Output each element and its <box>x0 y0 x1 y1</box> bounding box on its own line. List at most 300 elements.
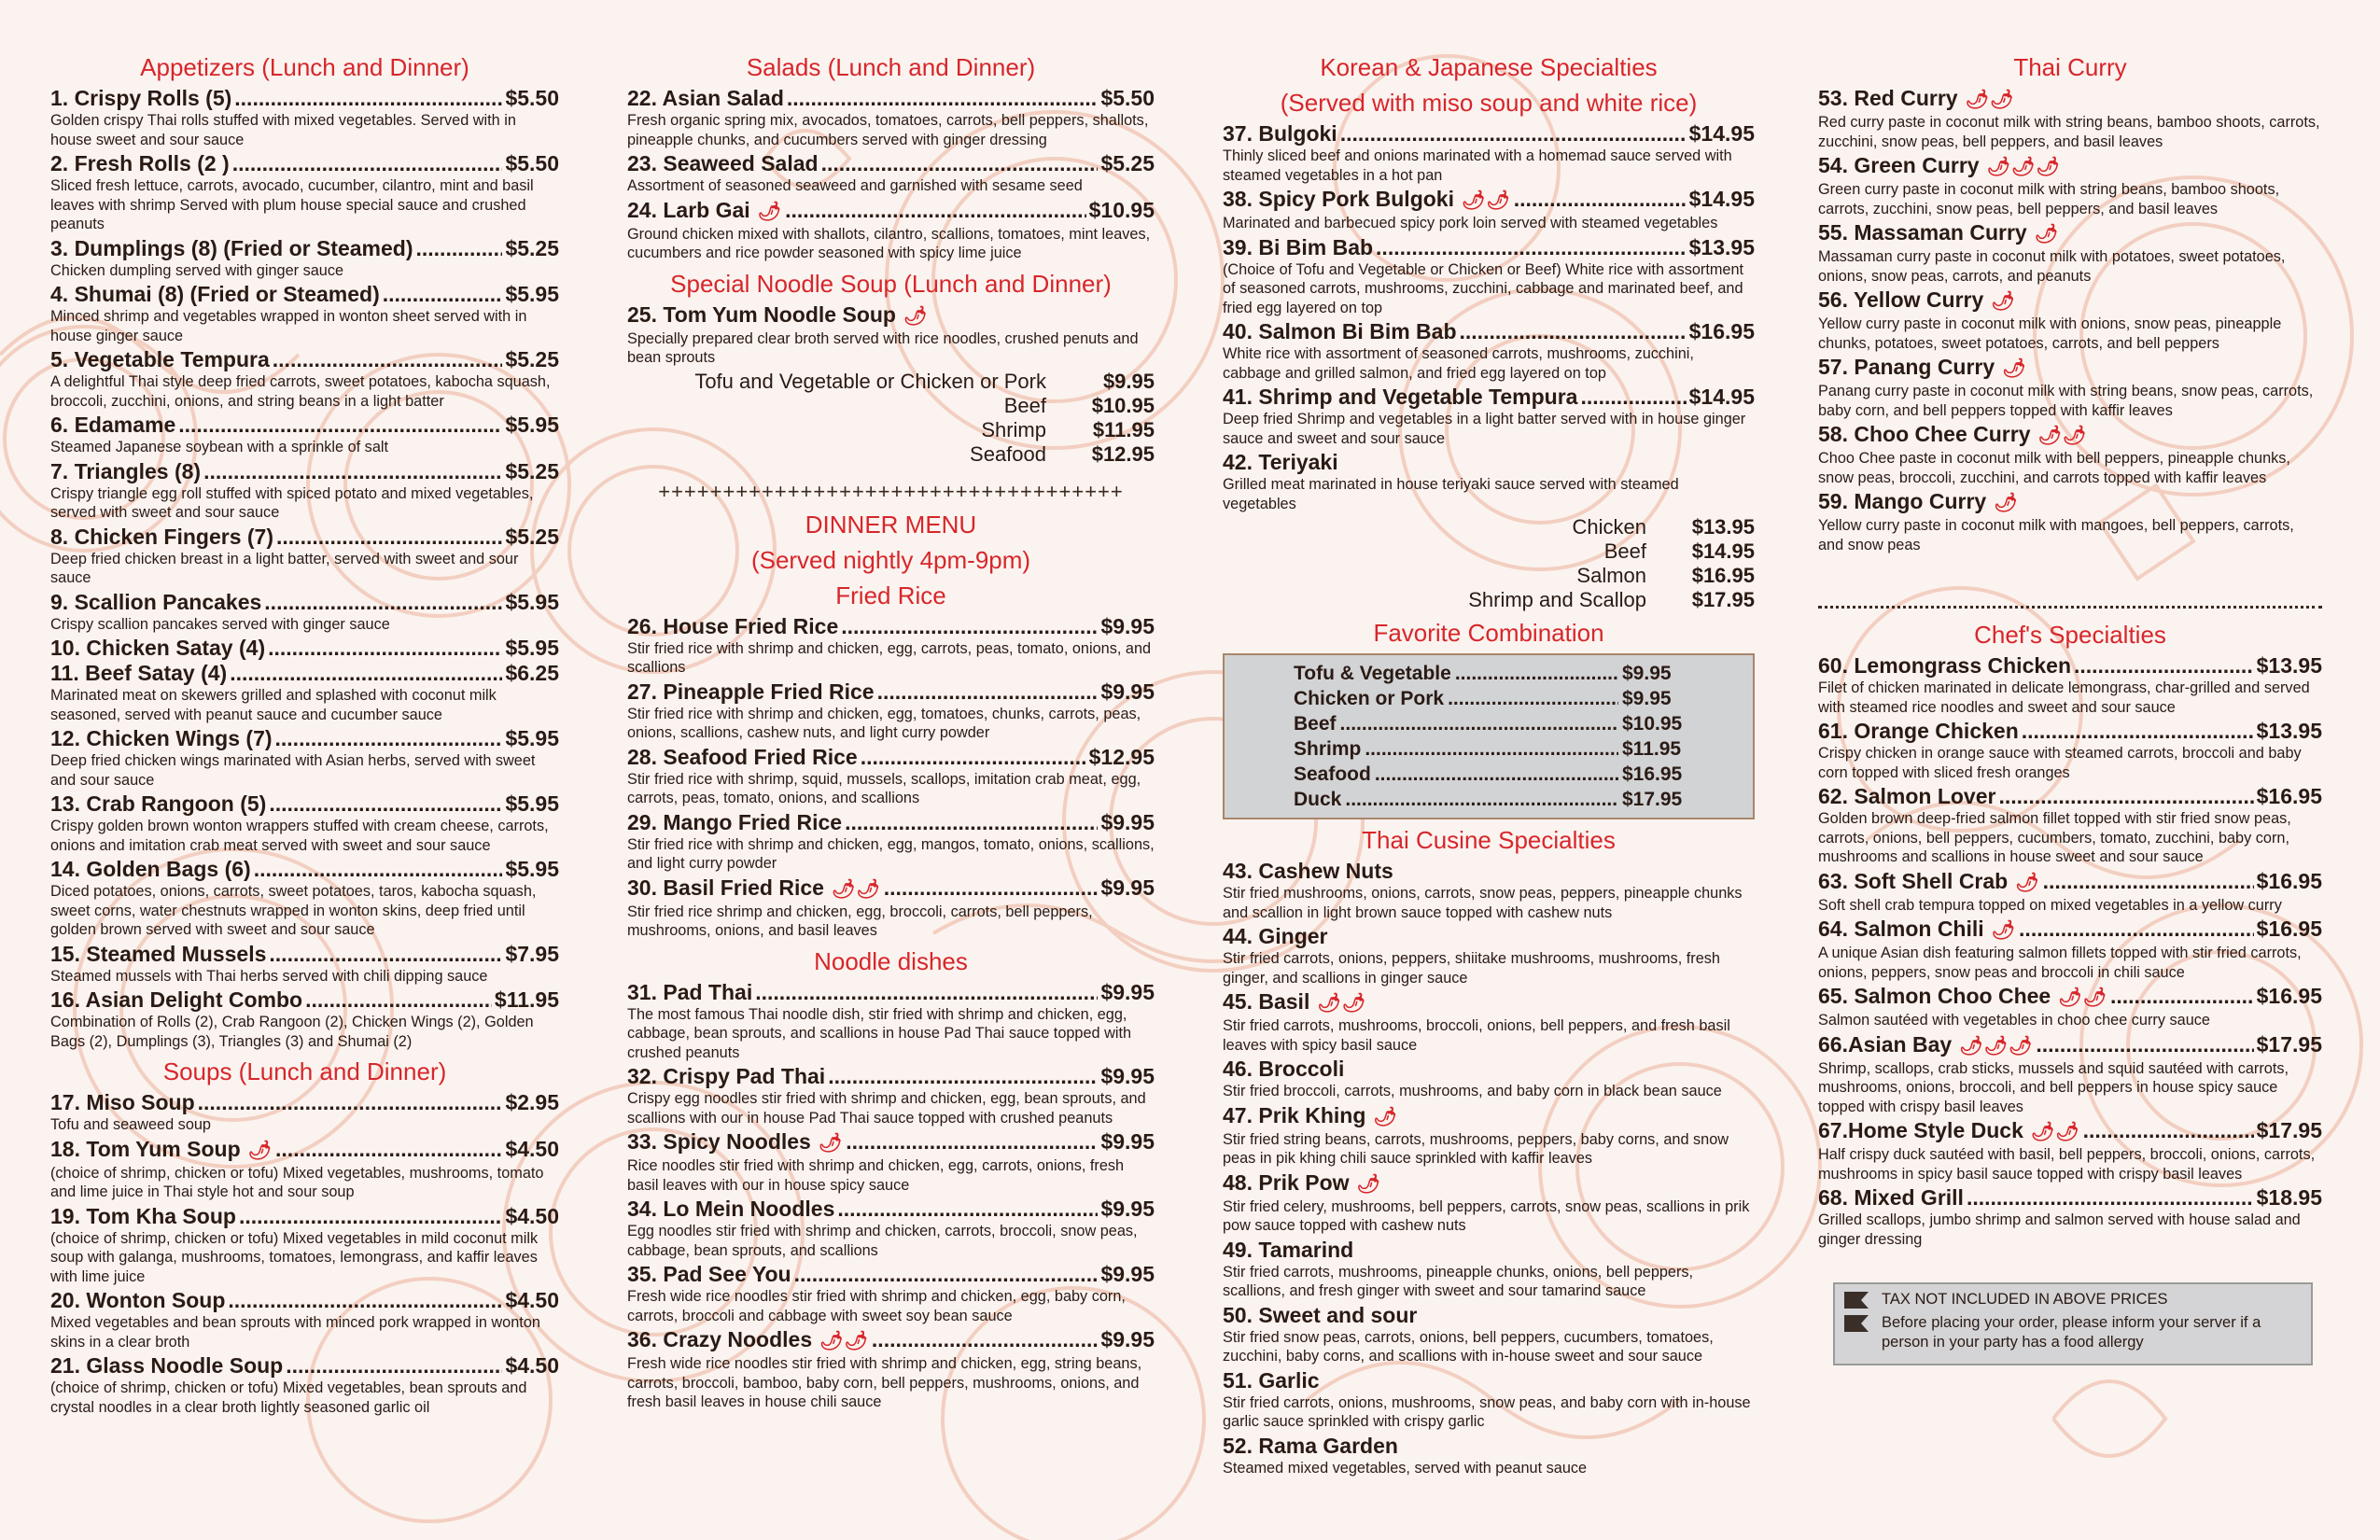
item-price: $16.95 <box>2256 868 2322 893</box>
dot-leader <box>2110 984 2254 1009</box>
chili-spice-icon: 🌶 <box>1994 493 2019 513</box>
item-description: Choo Chee paste in coconut milk with bell peppers, pineapple chunks, snow peas, broccoli, zucchini, and carrots topped with kaffir leaves <box>1818 450 2290 486</box>
menu-item <box>627 679 1155 743</box>
item-description: (Choice of Tofu and Vegetable or Chicken or Beef) White rice with assortment of seasoned carrots, mushrooms, zucchini, cabbage and marinated beef, and fried egg layered on top <box>1223 260 1744 316</box>
item-name: 1. Crispy Rolls (5) <box>50 86 232 110</box>
item-name: 40. Salmon Bi Bim Bab <box>1223 319 1457 343</box>
menu-item <box>50 413 559 457</box>
item-name: 7. Triangles (8) <box>50 458 202 483</box>
price-option-row <box>1223 564 1755 588</box>
section-heading: Noodle dishes <box>814 946 968 975</box>
dot-leader <box>203 459 502 484</box>
item-description: White rice with assortment of seasoned carrots, mushrooms, zucchini, cabbage and grilled salmon, and fried egg layered on top <box>1223 345 1694 382</box>
menu-item <box>1818 869 2322 916</box>
dot-leader <box>2074 653 2254 679</box>
item-name: 33. Spicy Noodles <box>627 1129 811 1154</box>
menu-item-header <box>50 151 559 176</box>
item-description: Crispy golden brown wonton wrappers stuffed with cream cheese, carrots, onions and imitation crab meat served with sweet and sour sauce <box>50 818 549 854</box>
dot-leader <box>837 1197 1098 1222</box>
dot-leader <box>1580 385 1686 410</box>
chili-spice-icon: 🌶🌶 <box>831 878 881 900</box>
item-description: Fresh organic spring mix, avocados, tomatoes, carrots, bell peppers, shallots, pineapple chunks, and cucumbers served with ginger dressing <box>627 112 1149 148</box>
menu-item <box>627 86 1155 149</box>
dot-leader <box>275 726 503 751</box>
dot-leader <box>755 980 1098 1005</box>
dot-leader <box>846 1129 1098 1155</box>
menu-item <box>50 236 559 281</box>
item-description: Stir fried carrots, onions, peppers, shiitake mushrooms, mushrooms, fresh ginger, and scallions in ginger sauce <box>1223 950 1720 987</box>
chili-spice-icon: 🌶 <box>757 201 783 222</box>
item-description: Specially prepared clear broth served with rice noodles, crushed penuts and bean sprouts <box>627 329 1139 366</box>
item-description: Minced shrimp and vegetables wrapped in wonton sheet served with in house ginger sauce <box>50 308 527 344</box>
combo-label: Chicken or Pork <box>1294 688 1445 709</box>
menu-item-header <box>627 1327 1155 1354</box>
dot-leader <box>787 86 1099 111</box>
section-heading: Chef's Specialties <box>1974 621 2166 649</box>
item-description: Mixed vegetables and bean sprouts with minced pork wrapped in wonton skins in a clear broth <box>50 1314 540 1351</box>
menu-item <box>1223 1170 1755 1236</box>
price-option-row <box>1223 515 1755 539</box>
item-price: $13.95 <box>2256 719 2322 743</box>
item-name: 3. Dumplings (8) (Fried or Steamed) <box>50 235 413 260</box>
section-heading: Fried Rice <box>835 581 946 609</box>
item-name: 32. Crispy Pad Thai <box>627 1064 826 1088</box>
menu-column-4 <box>1818 47 2322 1365</box>
combo-price: $11.95 <box>1622 738 1682 760</box>
menu-item-header <box>1818 1118 2322 1145</box>
dot-leader <box>234 86 502 111</box>
chili-spice-icon: 🌶🌶🌶 <box>1959 1035 2034 1057</box>
menu-item-header <box>627 679 1155 705</box>
menu-item-header <box>1223 1238 1755 1263</box>
item-name: 28. Seafood Fried Rice <box>627 744 858 769</box>
menu-item-header <box>50 86 559 111</box>
item-description: Filet of chicken marinated in delicate lemongrass, char-grilled and served with steamed rice noodles and sweet and sour sauce <box>1818 679 2310 716</box>
item-description: Fresh wide rice noodles stir fried with shrimp and chicken, egg, string beans, carrots, broccoli, bamboo, baby corn, bell peppers, mushrooms, onions, and fresh basil leaves in house chili sauce <box>627 1355 1142 1410</box>
item-description: Soft shell crab tempura topped on mixed vegetables in a yellow curry <box>1818 896 2282 914</box>
dot-leader <box>228 1288 502 1313</box>
item-name: 11. Beef Satay (4) <box>50 661 228 685</box>
menu-item-header <box>50 726 559 751</box>
item-price: $9.95 <box>1100 1327 1155 1351</box>
item-description: Golden brown deep-fried salmon fillet topped with stir fried snow peas, carrots, onions, bell peppers, cucumbers, tomato, zucchini, baby corn, mushrooms and scallions in house sweet and sour sauce <box>1818 810 2291 865</box>
price-options <box>1223 515 1755 612</box>
dot-leader <box>884 875 1099 901</box>
dot-leader <box>1365 736 1618 762</box>
menu-item <box>50 661 559 724</box>
dot-leader <box>269 791 502 817</box>
item-name: 17. Miso Soup <box>50 1090 195 1114</box>
item-price: $5.95 <box>505 791 559 816</box>
item-price: $13.95 <box>2256 653 2322 678</box>
menu-item <box>50 1137 559 1202</box>
item-name: 8. Chicken Fingers (7) <box>50 524 274 549</box>
item-description: Golden crispy Thai rolls stuffed with mixed vegetables. Served with in house sweet and sour sauce <box>50 112 516 148</box>
item-description: Panang curry paste in coconut milk with string beans, snow peas, carrots, baby corn, and bell peppers topped with kaffir leaves <box>1818 383 2314 419</box>
item-name: 45. Basil <box>1223 989 1310 1014</box>
chili-spice-icon: 🌶 <box>1991 920 2017 941</box>
item-description: Steamed mussels with Thai herbs served with chili dipping sauce <box>50 967 488 985</box>
menu-item-header <box>1223 235 1755 260</box>
dot-leader <box>416 236 503 261</box>
item-description: Stir fried mushrooms, onions, carrots, snow peas, peppers, pineapple chunks and scallion in light brown sauce topped with cashew nuts <box>1223 885 1743 921</box>
menu-item-header <box>50 282 559 307</box>
menu-item <box>50 525 559 588</box>
menu-item <box>1818 355 2322 420</box>
item-description: Marinated meat on skewers grilled and splashed with coconut milk seasoned, served with peanut sauce and cucumber sauce <box>50 687 497 723</box>
menu-item <box>1223 235 1755 318</box>
item-price: $9.95 <box>1100 1262 1155 1286</box>
item-price: $9.95 <box>1100 875 1155 900</box>
item-name: 30. Basil Fried Rice <box>627 875 824 900</box>
dot-leader <box>2022 719 2254 744</box>
menu-item-header <box>1818 719 2322 744</box>
item-price: $5.50 <box>1100 86 1155 110</box>
item-description: Deep fried Shrimp and vegetables in a light batter served with in house ginger sauce and sweet and sour sauce <box>1223 411 1746 447</box>
notice-text: Before placing your order, please inform your server if a person in your party has a food allergy <box>1882 1314 2261 1351</box>
item-description: Thinly sliced beef and onions marinated with a homemad sauce served with steamed vegetables in a hot pan <box>1223 147 1732 184</box>
menu-item <box>50 942 559 987</box>
item-name: 46. Broccoli <box>1223 1057 1345 1081</box>
flag-icon <box>1844 1292 1869 1309</box>
menu-item-header <box>627 980 1155 1005</box>
item-price: $5.25 <box>505 458 559 483</box>
chili-spice-icon: 🌶🌶 <box>819 1331 869 1351</box>
chili-spice-icon: 🌶 <box>818 1133 844 1154</box>
item-description: Marinated and barbecued spicy pork loin served with steamed vegetables <box>1223 215 1718 231</box>
item-description: Diced potatoes, onions, carrots, sweet potatoes, taros, kabocha squash, sweet corns, water chestnuts wrapped in wonton skins, deep fried until golden brown served with sweet and sour sauce <box>50 883 537 938</box>
item-name: 26. House Fried Rice <box>627 613 839 638</box>
menu-item-header <box>1818 220 2322 247</box>
menu-item-header <box>50 791 559 817</box>
menu-item-header <box>1818 653 2322 679</box>
item-description: Yellow curry paste in coconut milk with mangoes, bell peppers, carrots, and snow peas <box>1818 517 2294 553</box>
price-option-value: $9.95 <box>1102 369 1155 393</box>
menu-item <box>50 726 559 790</box>
item-price: $5.25 <box>1100 151 1155 175</box>
menu-item <box>1223 1303 1755 1366</box>
notice-line <box>1844 1313 2302 1352</box>
item-name: 67.Home Style Duck <box>1818 1118 2023 1142</box>
item-description: Ground chicken mixed with shallots, cilantro, scallions, tomatoes, mint leaves, cucumbers and rice powder seasoned with spicy lime juice <box>627 225 1151 261</box>
menu-item-header <box>1223 121 1755 147</box>
menu-item-header <box>1818 984 2322 1011</box>
chili-spice-icon: 🌶 <box>1356 1173 1381 1195</box>
item-name: 47. Prik Khing <box>1223 1102 1366 1127</box>
item-price: $4.50 <box>505 1203 559 1228</box>
menu-item-header <box>1223 450 1755 475</box>
menu-item-header <box>1818 917 2322 944</box>
item-name: 39. Bi Bim Bab <box>1223 234 1374 259</box>
item-price: $5.95 <box>505 726 559 750</box>
combo-row <box>1294 787 1706 812</box>
chili-spice-icon: 🌶🌶 <box>2058 987 2107 1008</box>
menu-item <box>50 590 559 635</box>
menu-item-header <box>1223 989 1755 1016</box>
dot-leader <box>1998 784 2253 809</box>
menu-item <box>627 1197 1155 1260</box>
item-name: 60. Lemongrass Chicken <box>1818 653 2071 678</box>
menu-item-header <box>1223 924 1755 949</box>
menu-item-header <box>50 459 559 484</box>
item-price: $4.50 <box>505 1136 559 1161</box>
dot-leader <box>841 614 1098 639</box>
combo-label: Beef <box>1294 713 1337 735</box>
menu-item <box>1818 1118 2322 1183</box>
price-option-label: Seafood <box>970 441 1046 466</box>
price-option-value: $13.95 <box>1691 515 1755 539</box>
menu-item <box>1818 984 2322 1030</box>
menu-item-header <box>1818 153 2322 180</box>
item-name: 58. Choo Chee Curry <box>1818 422 2031 446</box>
price-option-label: Beef <box>1003 393 1046 417</box>
item-name: 12. Chicken Wings (7) <box>50 726 273 750</box>
item-description: Red curry paste in coconut milk with string beans, bamboo shoots, carrots, zucchini, snow peas, bell peppers, and basil leaves <box>1818 114 2320 150</box>
item-price: $5.95 <box>505 282 559 306</box>
chili-spice-icon: 🌶 <box>2034 224 2060 245</box>
item-price: $18.95 <box>2256 1185 2322 1210</box>
item-description: Stir fried broccoli, carrots, mushrooms, and baby corn in black bean sauce <box>1223 1083 1722 1099</box>
menu-item-header <box>50 590 559 615</box>
price-option-label: Salmon <box>1576 564 1646 587</box>
menu-item <box>50 1090 559 1135</box>
item-price: $9.95 <box>1100 1064 1155 1088</box>
item-description: (choice of shrimp, chicken or tofu) Mixed vegetables in mild coconut milk soup with galanga, mushrooms, tomatoes, lemongrass, and kaffir leaves with lime juice <box>50 1229 539 1285</box>
chili-spice-icon: 🌶🌶 <box>1965 90 2015 110</box>
item-name: 55. Massaman Curry <box>1818 220 2027 245</box>
section-heading: DINNER MENU <box>805 510 977 539</box>
menu-item <box>1223 121 1755 185</box>
chili-spice-icon: 🌶🌶 <box>2030 1122 2080 1142</box>
dot-leader <box>232 151 503 176</box>
menu-item <box>1223 1103 1755 1169</box>
menu-item <box>1818 653 2322 717</box>
dot-leader <box>1967 1185 2254 1211</box>
combo-price: $16.95 <box>1622 763 1683 785</box>
price-option-label: Chicken <box>1572 515 1646 539</box>
price-option-row <box>1223 588 1755 612</box>
item-name: 5. Vegetable Tempura <box>50 347 270 371</box>
item-name: 2. Fresh Rolls (2 ) <box>50 151 230 175</box>
menu-item <box>50 987 559 1051</box>
item-description: Stir fried carrots, onions, mushrooms, snow peas, and baby corn with in-house garlic sauce sprinkled with crispy garlic <box>1223 1393 1751 1430</box>
item-name: 62. Salmon Lover <box>1818 784 1996 808</box>
chili-spice-icon: 🌶🌶 <box>2037 426 2088 446</box>
menu-item <box>1818 1032 2322 1117</box>
item-description: (choice of shrimp, chicken or tofu) Mixed vegetables, bean sprouts and crystal noodles in a clear broth lightly seasoned garlic oil <box>50 1379 527 1416</box>
menu-item-header <box>1818 489 2322 516</box>
menu-item-header <box>627 1064 1155 1089</box>
item-description: Rice noodles stir fried with shrimp and chicken, egg, carrots, onions, fresh basil leaves with our in house spicy sauce <box>627 1157 1125 1194</box>
item-price: $10.95 <box>1088 197 1155 222</box>
menu-item-header <box>50 636 559 661</box>
menu-item <box>627 198 1155 263</box>
menu-item <box>50 86 559 149</box>
chili-spice-icon: 🌶 <box>903 305 929 327</box>
combo-label: Shrimp <box>1294 738 1362 760</box>
item-name: 10. Chicken Satay (4) <box>50 636 266 660</box>
item-description: Steamed Japanese soybean with a sprinkle of salt <box>50 439 389 455</box>
combo-price: $17.95 <box>1622 789 1683 810</box>
item-description: Deep fried chicken breast in a light batter, served with sweet and sour sauce <box>50 550 519 586</box>
menu-item <box>627 980 1155 1063</box>
item-price: $11.95 <box>494 987 559 1012</box>
item-name: 54. Green Curry <box>1818 153 1980 177</box>
menu-item-header <box>627 86 1155 111</box>
menu-item-header <box>50 413 559 438</box>
dot-leader <box>1340 711 1618 736</box>
item-description: Stir fried carrots, mushrooms, broccoli, onions, bell peppers, and fresh basil leaves with spicy basil sauce <box>1223 1017 1730 1054</box>
item-name: 48. Prik Pow <box>1223 1169 1350 1195</box>
menu-item <box>50 1288 559 1351</box>
price-option-label: Shrimp and Scallop <box>1468 588 1646 611</box>
item-name: 57. Panang Curry <box>1818 355 1995 379</box>
combo-row <box>1294 762 1706 787</box>
plus-separator: ++++++++++++++++++++++++++++++++++++ <box>658 479 1124 503</box>
dot-leader <box>1514 187 1687 212</box>
item-description: Green curry paste in coconut milk with string beans, bamboo shoots, carrots, zucchini, snow peas, bell peppers, and basil leaves <box>1818 181 2280 217</box>
item-description: Shrimp, scallops, crab sticks, mussels and squid sautéed with carrots, mushrooms, onions, broccoli, and bell peppers in house spicy sauce topped with crispy basil leaves <box>1818 1059 2289 1115</box>
menu-item-header <box>1223 1103 1755 1130</box>
chili-spice-icon: 🌶 <box>1991 291 2016 312</box>
item-name: 19. Tom Kha Soup <box>50 1203 236 1228</box>
section-heading: Favorite Combination <box>1373 619 1604 647</box>
item-name: 68. Mixed Grill <box>1818 1185 1964 1210</box>
menu-item-header <box>50 525 559 550</box>
item-description: Steamed mixed vegetables, served with peanut sauce <box>1223 1459 1588 1477</box>
menu-column-1 <box>50 47 559 1419</box>
menu-item-header <box>1818 86 2322 113</box>
section-heading: Appetizers (Lunch and Dinner) <box>140 53 469 81</box>
item-description: Fresh wide rice noodles stir fried with shrimp and chicken, egg, baby corn, carrots, broccoli and cabbage with sweet soy bean sauce <box>627 1288 1126 1324</box>
dot-leader <box>2019 917 2254 942</box>
menu-item <box>50 1204 559 1287</box>
combo-row <box>1294 736 1706 762</box>
menu-item <box>1818 719 2322 782</box>
dot-leader <box>1376 235 1687 260</box>
item-price: $5.95 <box>505 857 559 881</box>
chili-spice-icon: 🌶🌶🌶 <box>1986 157 2061 177</box>
menu-item-header <box>1223 1368 1755 1393</box>
menu-item <box>1818 220 2322 286</box>
menu-item <box>1223 319 1755 383</box>
item-name: 66.Asian Bay <box>1818 1031 1953 1057</box>
item-description: Stir fried rice shrimp and chicken, egg, broccoli, carrots, bell peppers, mushrooms, onions, and basil leaves <box>627 903 1093 939</box>
item-description: Stir fried snow peas, carrots, onions, bell peppers, cucumbers, tomatoes, zucchini, baby corns, and scallions with in-house sweet and sour sauce <box>1223 1328 1714 1365</box>
menu-item <box>627 614 1155 678</box>
item-name: 24. Larb Gai <box>627 197 750 222</box>
price-option-value: $17.95 <box>1691 588 1755 611</box>
dot-leader <box>239 1204 503 1229</box>
item-price: $5.25 <box>505 235 559 260</box>
item-name: 25. Tom Yum Noodle Soup <box>627 301 896 327</box>
menu-item-header <box>50 857 559 882</box>
item-description: Stir fried rice with shrimp, squid, mussels, scallops, imitation crab meat, egg, carrots, peas, tomato, onions, and scallions <box>627 770 1141 806</box>
item-description: A unique Asian dish featuring salmon fillets topped with stir fried carrots, onions, peppers, snow peas and broccoli in chili sauce <box>1818 945 2302 981</box>
item-description: A delightful Thai style deep fried carrots, sweet potatoes, kabocha squash, broccoli, zucchini, onions, and string beans in a light batter <box>50 373 551 410</box>
menu-item <box>627 1129 1155 1195</box>
item-price: $5.50 <box>505 86 559 110</box>
dot-leader <box>275 1137 502 1162</box>
menu-item <box>627 1064 1155 1127</box>
item-description: Salmon sautéed with vegetables in choo chee curry sauce <box>1818 1012 2210 1029</box>
item-description: Grilled meat marinated in house teriyaki sauce served with steamed vegetables <box>1223 476 1679 512</box>
item-name: 34. Lo Mein Noodles <box>627 1197 835 1221</box>
item-description: Half crispy duck sautéed with basil, bell peppers, broccoli, onions, carrots, mushrooms in spicy basil sauce topped with crispy basil leaves <box>1818 1146 2316 1183</box>
menu-item <box>627 875 1155 941</box>
price-option-label: Shrimp <box>981 417 1046 441</box>
menu-item <box>1818 489 2322 554</box>
price-option-row <box>627 370 1155 394</box>
item-name: 43. Cashew Nuts <box>1223 859 1393 883</box>
item-price: $16.95 <box>1688 319 1755 343</box>
menu-item <box>1223 1434 1755 1478</box>
dot-leader <box>828 1064 1098 1089</box>
menu-item <box>627 810 1155 874</box>
dot-leader <box>286 1353 502 1379</box>
item-name: 9. Scallion Pancakes <box>50 589 262 614</box>
menu-item-header <box>1223 319 1755 344</box>
item-price: $4.50 <box>505 1288 559 1312</box>
dot-leader <box>821 151 1099 176</box>
item-name: 16. Asian Delight Combo <box>50 987 303 1012</box>
item-name: 22. Asian Salad <box>627 86 784 110</box>
item-description: Stir fried rice with shrimp and chicken, egg, mangos, tomato, onions, scallions, and light curry powder <box>627 835 1155 872</box>
item-name: 29. Mango Fried Rice <box>627 809 843 834</box>
item-description: Deep fried chicken wings marinated with Asian herbs, served with sweet and sour sauce <box>50 752 536 789</box>
item-name: 31. Pad Thai <box>627 979 753 1004</box>
item-name: 56. Yellow Curry <box>1818 287 1984 312</box>
menu-item-header <box>50 1288 559 1313</box>
item-description: Sliced fresh lettuce, carrots, avocado, cucumber, cilantro, mint and basil leaves with shrimp Served with plum house special sauce and crushed peanuts <box>50 177 534 232</box>
menu-item-header <box>1223 1170 1755 1197</box>
menu-item-header <box>1223 187 1755 214</box>
menu-item <box>1223 187 1755 233</box>
item-name: 52. Rama Garden <box>1223 1433 1398 1458</box>
item-name: 13. Crab Rangoon (5) <box>50 791 267 816</box>
menu-item-header <box>1223 1434 1755 1459</box>
item-name: 35. Pad See You <box>627 1262 791 1286</box>
item-price: $14.95 <box>1688 385 1755 409</box>
item-name: 44. Ginger <box>1223 924 1328 948</box>
item-description: Stir fried string beans, carrots, mushrooms, peppers, baby corns, and snow peas in pik khing chili sauce sprinkled with kaffir leaves <box>1223 1130 1729 1167</box>
item-name: 18. Tom Yum Soup <box>50 1136 241 1161</box>
item-price: $14.95 <box>1688 187 1755 211</box>
item-description: Stir fried rice with shrimp and chicken, egg, carrots, peas, tomato, onions, and scallions <box>627 639 1152 676</box>
chili-spice-icon: 🌶 <box>2002 358 2027 379</box>
dot-leader <box>383 282 503 307</box>
item-name: 37. Bulgoki <box>1223 121 1337 146</box>
item-description: Stir fried carrots, mushrooms, pineapple chunks, onions, bell peppers, scallions, and fresh ginger with sweet and sour tamarind sauce <box>1223 1263 1694 1299</box>
section-heading: Salads (Lunch and Dinner) <box>746 53 1036 81</box>
menu-item-header <box>627 810 1155 835</box>
item-name: 50. Sweet and sour <box>1223 1302 1418 1327</box>
dot-leader <box>785 198 1086 223</box>
item-price: $16.95 <box>2256 784 2322 808</box>
chili-spice-icon: 🌶🌶 <box>1461 190 1511 211</box>
price-option-value: $16.95 <box>1691 564 1755 587</box>
dot-leader <box>1448 686 1618 711</box>
menu-item <box>1223 924 1755 987</box>
menu-item <box>50 1353 559 1417</box>
menu-item-header <box>627 1197 1155 1222</box>
dot-leader <box>872 1327 1099 1352</box>
item-description: Combination of Rolls (2), Crab Rangoon (2), Chicken Wings (2), Golden Bags (2), Dumplings (3), Triangles (3) and Shumai (2) <box>50 1014 534 1050</box>
menu-item-header <box>1818 784 2322 809</box>
menu-item-header <box>50 942 559 967</box>
combo-label: Tofu & Vegetable <box>1294 663 1451 684</box>
dot-leader <box>230 661 502 686</box>
